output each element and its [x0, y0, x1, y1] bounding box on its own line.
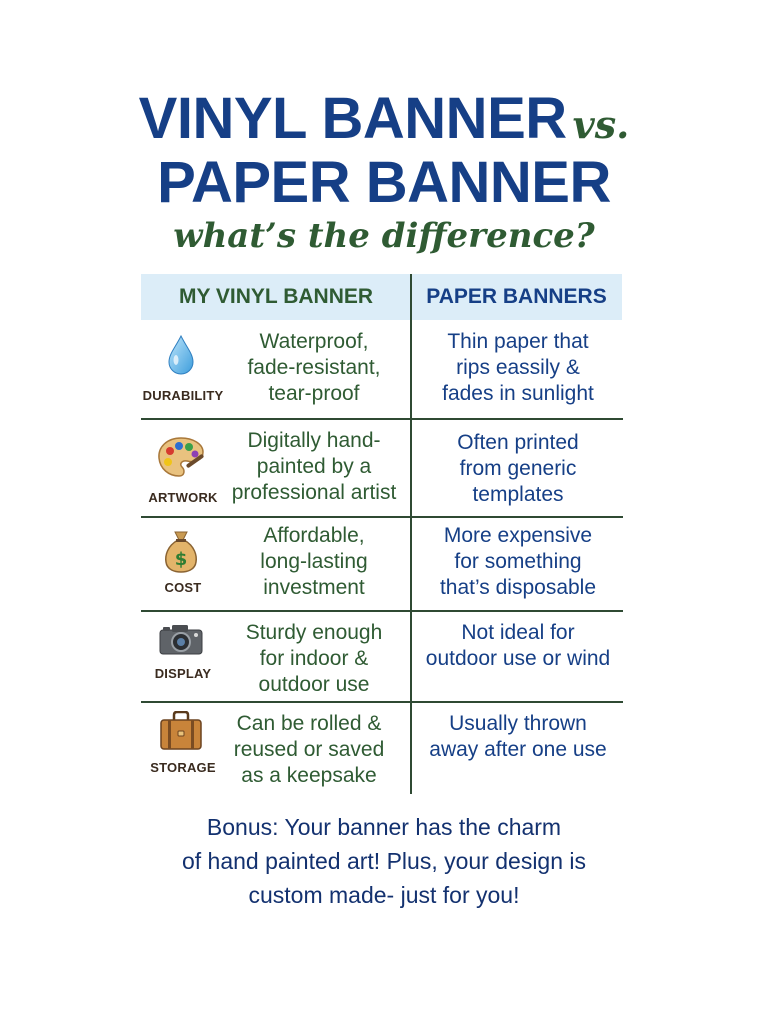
paper-storage-cell	[413, 711, 623, 763]
cell-line: Often printed	[457, 431, 579, 454]
bonus-line: Bonus: Your banner has the charm	[206, 814, 562, 840]
paper-artwork-cell	[413, 430, 623, 508]
paper-display-cell	[413, 620, 623, 672]
title-vs: vs.	[572, 102, 630, 147]
cell-line: from generic	[459, 457, 577, 480]
table-header-row	[141, 274, 622, 320]
water-drop-icon	[141, 334, 221, 374]
table-row	[141, 320, 623, 419]
category-artwork: ARTWORK	[148, 490, 218, 505]
cell-line: Digitally hand-	[247, 429, 381, 452]
cell-line: Affordable,	[263, 524, 365, 547]
category-durability: DURABILITY	[142, 388, 224, 403]
cell-line: as a keepsake	[241, 764, 377, 787]
cell-line: fade-resistant,	[247, 356, 381, 379]
category-cost: COST	[164, 580, 202, 595]
vinyl-artwork-cell	[219, 428, 409, 506]
svg-text:$: $	[174, 549, 188, 570]
bonus-note	[100, 810, 668, 912]
title-vinyl-banner: VINYL BANNER	[138, 86, 567, 151]
cell-line: templates	[472, 483, 564, 506]
bonus-line: of hand painted art! Plus, your design is	[181, 848, 587, 874]
title-line-1	[0, 86, 768, 158]
camera-icon	[141, 622, 221, 658]
cell-line: painted by a	[256, 455, 372, 478]
cell-line: Not ideal for	[461, 621, 575, 644]
cell-line: Usually thrown	[449, 712, 587, 735]
cell-line: Waterproof,	[259, 330, 369, 353]
table-row	[141, 612, 623, 702]
cell-line: Thin paper that	[447, 330, 589, 353]
paper-cost-cell	[413, 523, 623, 601]
column-divider	[410, 274, 412, 794]
cell-line: Sturdy enough	[245, 621, 383, 644]
cell-line: More expensive	[443, 524, 593, 547]
cell-line: away after one use	[429, 738, 607, 761]
vinyl-cost-cell	[219, 523, 409, 601]
table-row	[141, 703, 623, 794]
cell-line: long-lasting	[260, 550, 368, 573]
vinyl-display-cell	[219, 620, 409, 698]
cell-line: for indoor &	[259, 647, 369, 670]
header-paper: PAPER BANNERS	[426, 285, 607, 308]
category-storage: STORAGE	[150, 760, 216, 775]
table-row	[141, 420, 623, 517]
vinyl-durability-cell	[219, 329, 409, 407]
title-paper-banner: PAPER BANNER	[157, 150, 611, 215]
cell-line: for something	[454, 550, 582, 573]
cell-line: outdoor use	[258, 673, 370, 696]
comparison-table	[141, 274, 623, 794]
header-vinyl: MY VINYL BANNER	[178, 285, 374, 308]
cell-line: investment	[263, 576, 365, 599]
cell-line: fades in sunlight	[442, 382, 594, 405]
money-bag-icon	[141, 528, 221, 574]
cell-line: tear-proof	[268, 382, 360, 405]
paper-durability-cell	[413, 329, 623, 407]
table-row	[141, 518, 623, 611]
vinyl-storage-cell	[205, 711, 413, 789]
cell-line: Can be rolled &	[236, 712, 382, 735]
cell-line: professional artist	[231, 481, 397, 504]
cell-line: reused or saved	[233, 738, 385, 761]
cell-line: rips eassily &	[456, 356, 580, 379]
paint-palette-icon	[141, 434, 221, 482]
subtitle: what’s the difference?	[173, 216, 595, 256]
cell-line: that’s disposable	[439, 576, 597, 599]
cell-line: outdoor use or wind	[425, 647, 611, 670]
bonus-line: custom made- just for you!	[248, 882, 520, 908]
category-display: DISPLAY	[154, 666, 212, 681]
